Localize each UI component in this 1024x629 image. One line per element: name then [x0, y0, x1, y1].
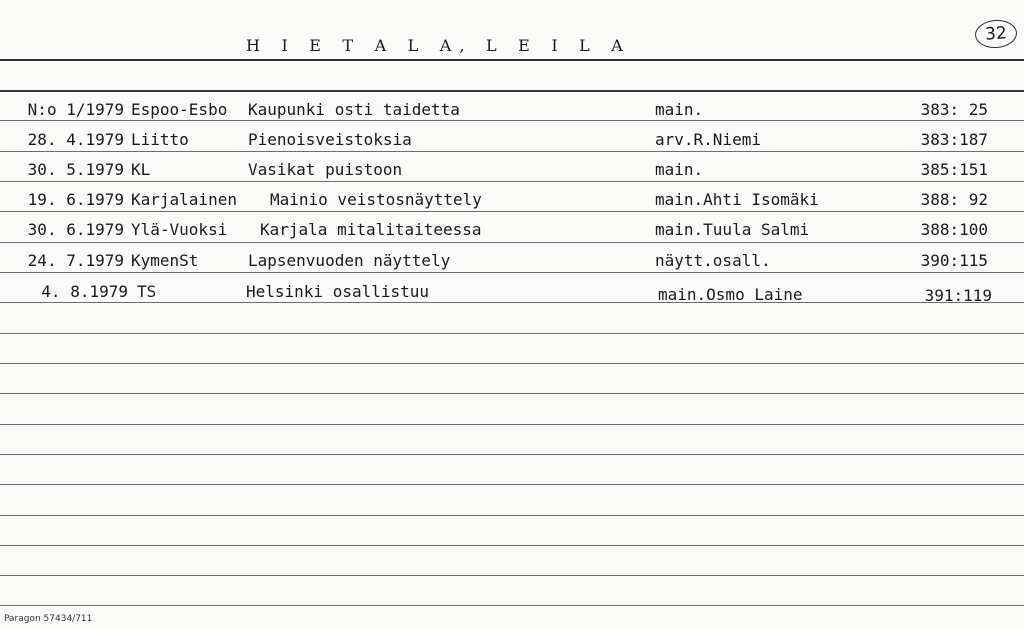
rule-line — [0, 454, 1024, 455]
entry-row — [0, 281, 1024, 303]
entry-row — [0, 159, 1024, 181]
entry-date: 30. 5.1979 — [27, 160, 124, 179]
entry-date: N:o 1/1979 — [27, 100, 124, 119]
entry-title: Helsinki osallistuu — [246, 282, 430, 301]
entry-date: 30. 6.1979 — [27, 220, 124, 239]
entry-title: Lapsenvuoden näyttely — [248, 251, 451, 270]
entry-source: TS — [137, 282, 157, 301]
entry-note: main.Ahti Isomäki — [655, 190, 819, 209]
rule-line — [0, 333, 1024, 334]
entry-note: main.Tuula Salmi — [655, 220, 810, 239]
entry-note: näytt.osall. — [655, 251, 771, 270]
entry-title: Mainio veistosnäyttely — [270, 190, 482, 209]
entry-source: Liitto — [131, 130, 189, 149]
rule-line — [0, 424, 1024, 425]
rule-line — [0, 605, 1024, 606]
entry-source: KL — [131, 160, 151, 179]
rule-line — [0, 393, 1024, 394]
entry-date: 28. 4.1979 — [27, 130, 124, 149]
entry-source: Ylä-Vuoksi — [131, 220, 228, 239]
printer-mark: Paragon 57434/711 — [4, 614, 93, 624]
entry-reference: 391:119 — [924, 286, 992, 305]
entry-title: Pienoisveistoksia — [248, 130, 412, 149]
entry-reference: 388: 92 — [920, 190, 988, 209]
entry-reference: 390:115 — [920, 251, 988, 270]
rule-line — [0, 272, 1024, 273]
rule-line — [0, 211, 1024, 212]
entry-title: Vasikat puistoon — [248, 160, 403, 179]
entry-row — [0, 99, 1024, 121]
entry-reference: 383:187 — [920, 130, 988, 149]
entry-date: 24. 7.1979 — [27, 251, 124, 270]
entry-reference: 388:100 — [920, 220, 988, 239]
entry-date: 19. 6.1979 — [27, 190, 124, 209]
entry-row — [0, 250, 1024, 272]
rule-line — [0, 363, 1024, 364]
entry-source: KymenSt — [131, 251, 199, 270]
rule-line — [0, 515, 1024, 516]
entry-date: 4. 8.1979 — [41, 282, 128, 301]
rule-line — [0, 575, 1024, 576]
rule-line — [0, 59, 1024, 61]
entry-note: main. — [655, 160, 704, 179]
entry-source: Karjalainen — [131, 190, 237, 209]
entry-row — [0, 129, 1024, 151]
entry-source: Espoo-Esbo — [131, 100, 228, 119]
entry-row — [0, 189, 1024, 211]
card-title: H I E T A L A, L E I L A — [246, 36, 631, 55]
entry-title: Kaupunki osti taidetta — [248, 100, 460, 119]
entry-title: Karjala mitalitaiteessa — [260, 220, 482, 239]
rule-line — [0, 151, 1024, 152]
entry-row — [0, 219, 1024, 241]
rule-line — [0, 90, 1024, 92]
entry-note: arv.R.Niemi — [655, 130, 761, 149]
entry-reference: 383: 25 — [920, 100, 988, 119]
entry-note: main.Osmo Laine — [658, 285, 803, 304]
rule-line — [0, 545, 1024, 546]
rule-line — [0, 181, 1024, 182]
entry-reference: 385:151 — [920, 160, 988, 179]
rule-line — [0, 242, 1024, 243]
entry-note: main. — [655, 100, 704, 119]
rule-line — [0, 484, 1024, 485]
card-number-badge: 32 — [974, 19, 1018, 50]
